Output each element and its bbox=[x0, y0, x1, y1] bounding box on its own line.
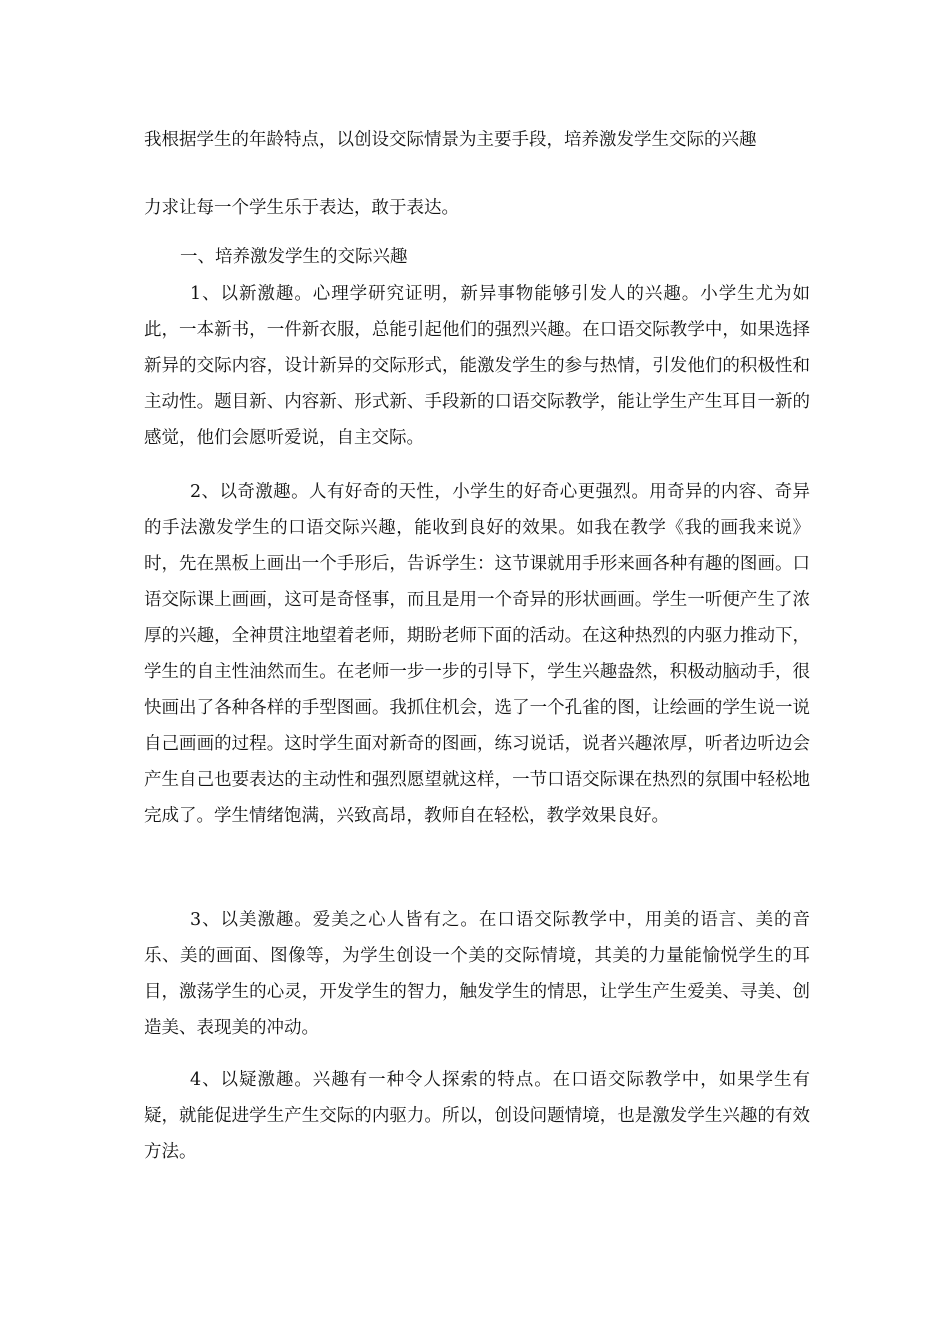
section-heading: 一、培养激发学生的交际兴趣 bbox=[180, 247, 408, 267]
paragraph-2: 2、以奇激趣。人有好奇的天性，小学生的好奇心更强烈。用奇异的内容、奇异的手法激发学生的口语交际兴趣，能收到良好的效果。如我在教学《我的画我来说》时，先在黑板上画出一个手形后，告诉学生：这节课就用手形来画各种有趣的图画。口语交际课上画画，这可是奇怪事，而且是用一个奇异的形状画画。学生一听便产生了浓厚的兴趣，全神贯注地望着老师，期盼老师下面的活动。在这种热烈的内驱力推动下，学生的自主性油然而生。在老师一步一步的引导下，学生兴趣盎然，积极动脑动手，很快画出了各种各样的手型图画。我抓住机会，选了一个孔雀的图，让绘画的学生说一说自己画画的过程。这时学生面对新奇的图画，练习说话，说者兴趣浓厚，听者边听边会产生自己也要表达的主动性和强烈愿望就这样，一节口语交际课在热烈的氛围中轻松地完成了。学生情绪饱满，兴致高昂，教师自在轻松，教学效果良好。 bbox=[144, 482, 810, 826]
paragraph-4: 4、以疑激趣。兴趣有一种令人探索的特点。在口语交际教学中，如果学生有疑，就能促进学生产生交际的内驱力。所以，创设问题情境，也是激发学生兴趣的有效方法。 bbox=[144, 1070, 810, 1162]
intro-line-2: 力求让每一个学生乐于表达，敢于表达。 bbox=[144, 198, 459, 218]
paragraph-3: 3、以美激趣。爱美之心人皆有之。在口语交际教学中，用美的语言、美的音乐、美的画面、图像等，为学生创设一个美的交际情境，其美的力量能愉悦学生的耳目，激荡学生的心灵，开发学生的智力，触发学生的情思，让学生产生爱美、寻美、创造美、表现美的冲动。 bbox=[144, 910, 810, 1038]
paragraph-1: 1、以新激趣。心理学研究证明，新异事物能够引发人的兴趣。小学生尤为如此，一本新书，一件新衣服，总能引起他们的强烈兴趣。在口语交际教学中，如果选择新异的交际内容，设计新异的交际形式，能激发学生的参与热情，引发他们的积极性和主动性。题目新、内容新、形式新、手段新的口语交际教学，能让学生产生耳目一新的感觉，他们会愿听爱说，自主交际。 bbox=[144, 284, 810, 448]
intro-line-1: 我根据学生的年龄特点，以创设交际情景为主要手段，培养激发学生交际的兴趣 bbox=[144, 130, 757, 150]
